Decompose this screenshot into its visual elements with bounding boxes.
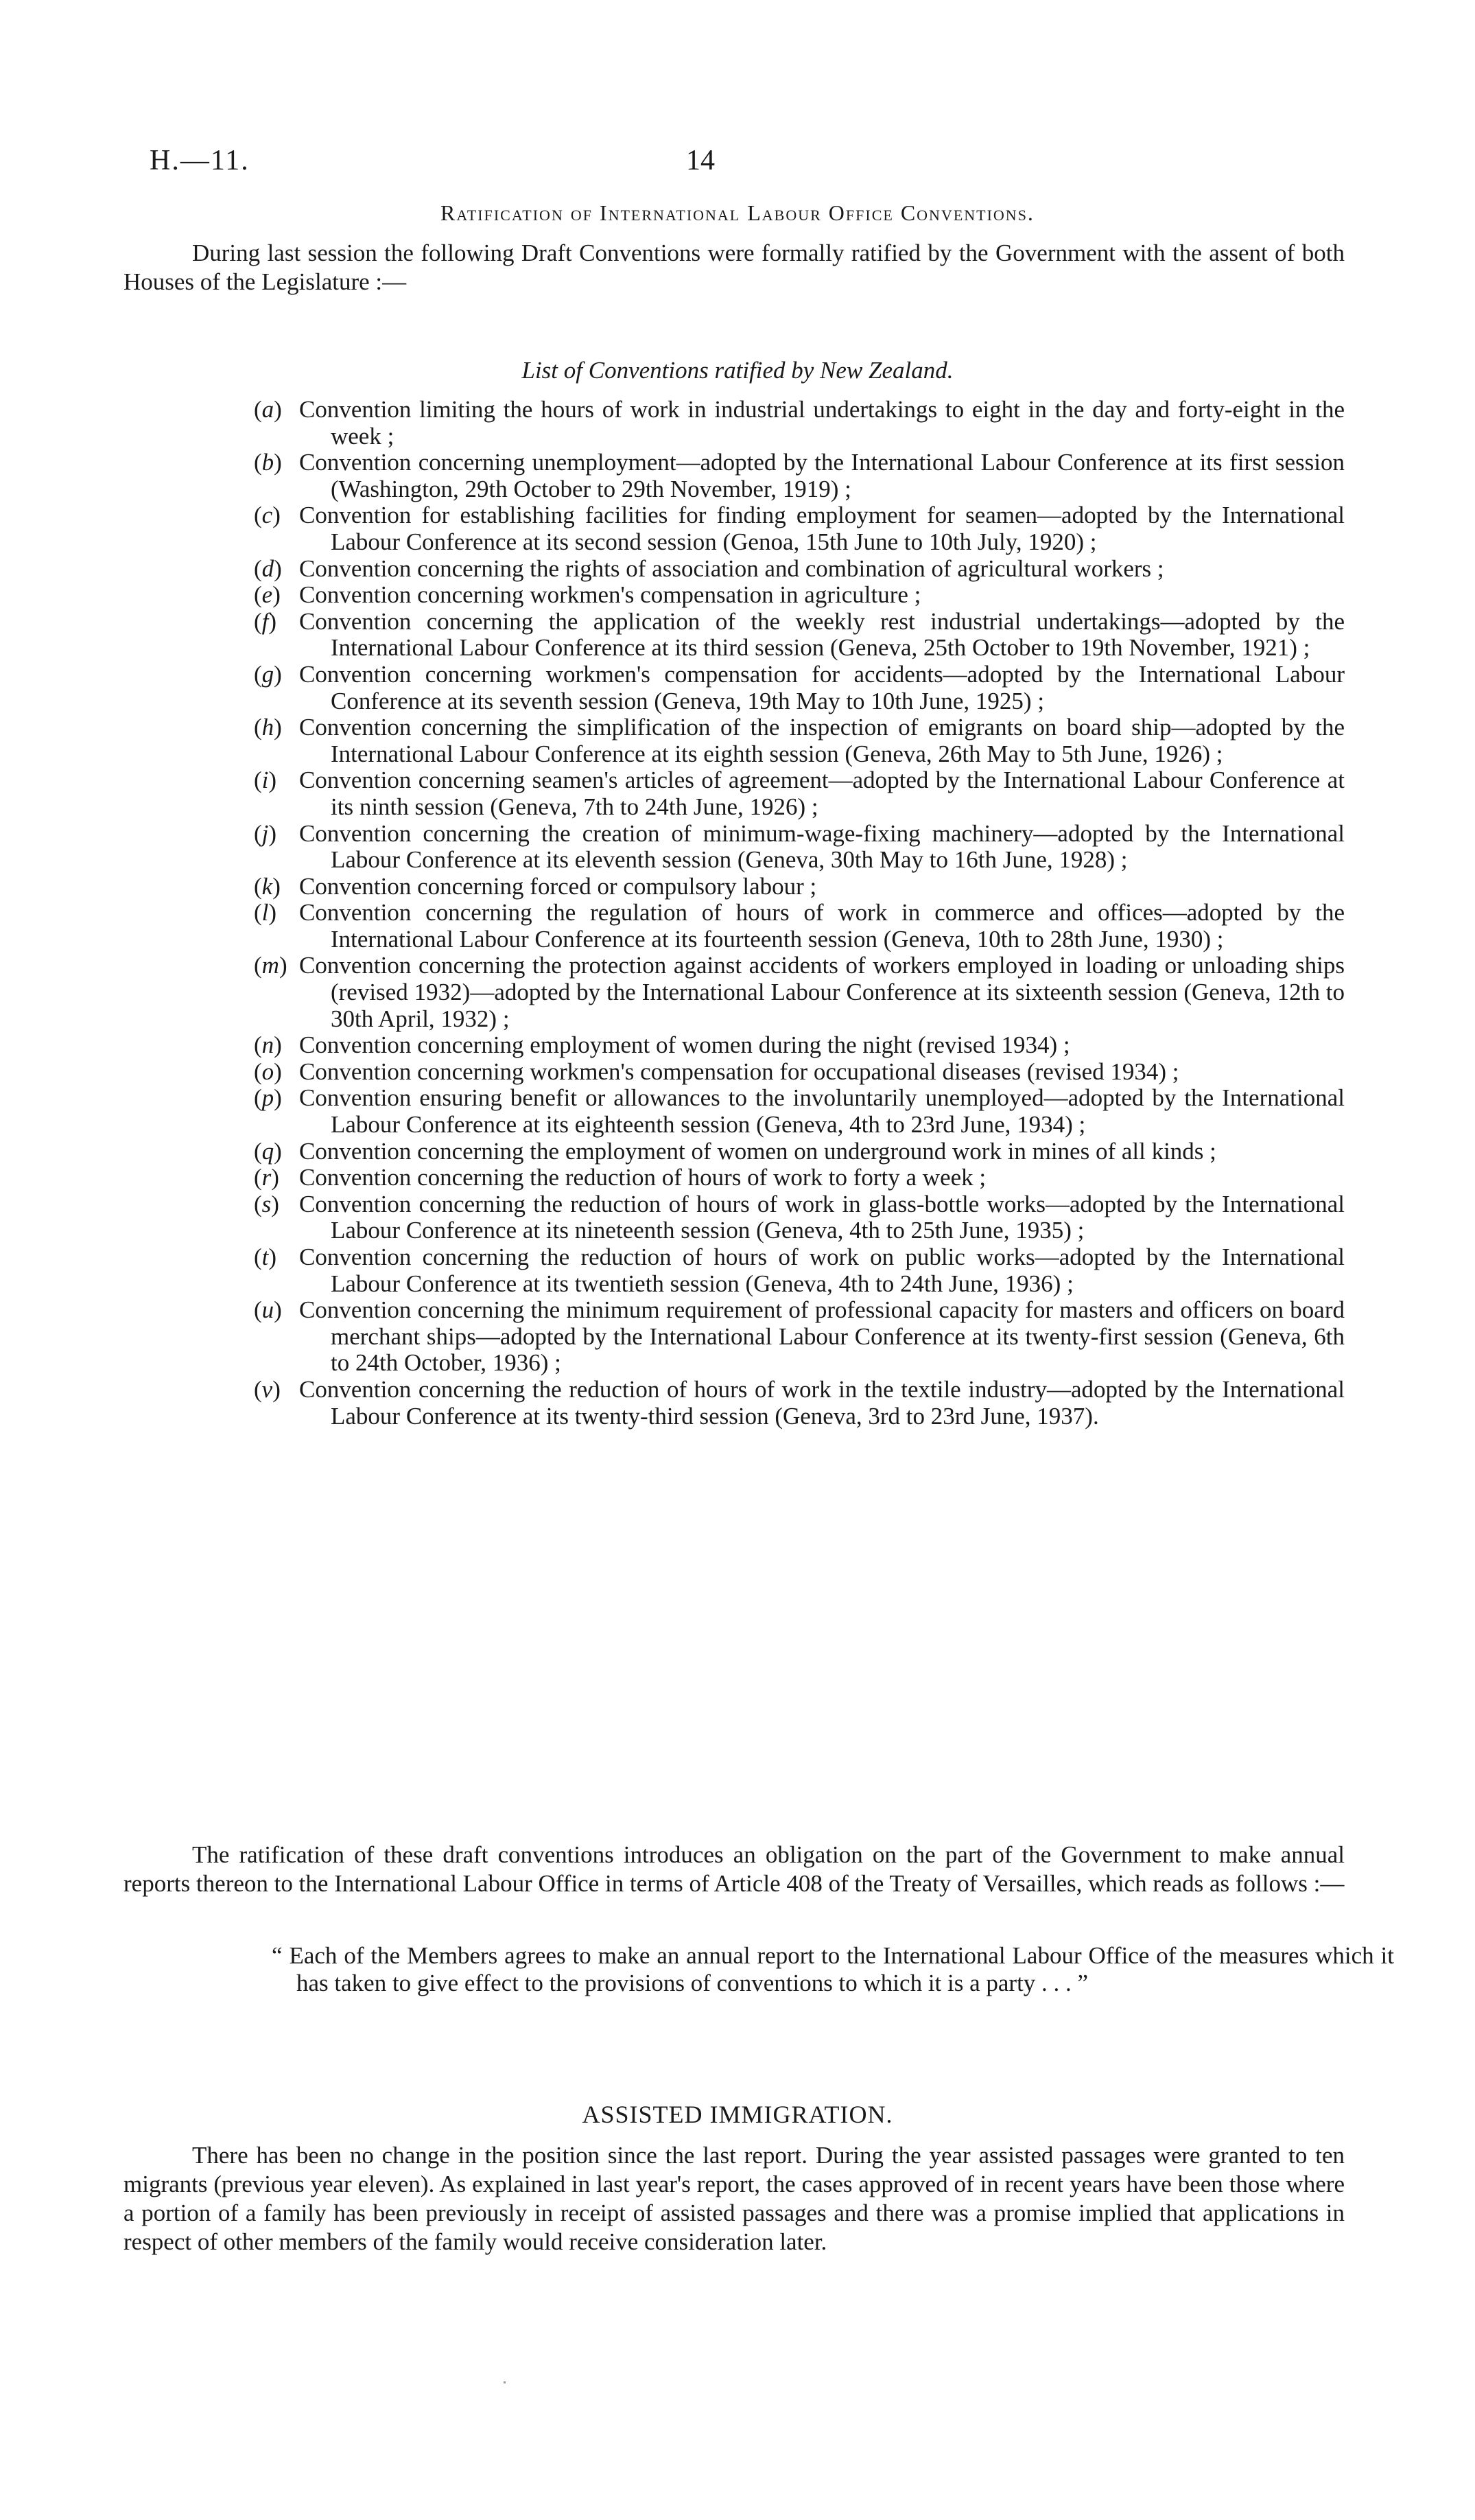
treaty-quote: “ Each of the Members agrees to make an annual report to the International Labour Office of the measures which it has taken to give effect to the provisions of conventions to which it is a party . . . ” <box>272 1942 1394 1996</box>
convention-text: Convention for establishing facilities for finding employment for seamen—adopted by the International Labour Conference at its second session (Genoa, 15th June to 10th July, 1920) ; <box>299 502 1345 555</box>
convention-marker: (e) <box>254 581 281 609</box>
convention-text: Convention concerning workmen's compensation for occupational diseases (revised 1934) ; <box>299 1058 1179 1085</box>
convention-letter: o <box>261 1058 274 1085</box>
convention-text: Convention concerning employment of women during the night (revised 1934) ; <box>299 1031 1070 1059</box>
convention-item <box>206 556 1345 583</box>
convention-letter: b <box>261 449 274 476</box>
convention-letter: p <box>261 1084 274 1112</box>
convention-marker: (t) <box>254 1244 277 1270</box>
convention-text: Convention concerning the reduction of hours of work in glass-bottle works—adopted by the International Labour Conference at its nineteenth session (Geneva, 4th to 25th June, 1935) ; <box>299 1190 1345 1244</box>
convention-marker: (h) <box>254 714 282 741</box>
assisted-immigration-body: There has been no change in the position since the last report. During the year assisted passages were granted to ten migrants (previous year eleven). As explained in last year's report, the cases approved of in recent years have been those where a portion of a family has been previously in receipt of assisted passages and there was a promise implied that applications in respect of other members of the family would receive consideration later. <box>123 2142 1345 2255</box>
convention-letter: v <box>261 1375 273 1403</box>
convention-letter: n <box>261 1031 274 1059</box>
convention-marker: (j) <box>254 819 277 847</box>
convention-letter: l <box>261 899 269 926</box>
convention-letter: s <box>261 1190 272 1217</box>
convention-text: Convention concerning the rights of association and combination of agricultural workers ; <box>299 555 1164 582</box>
convention-text: Convention concerning workmen's compensation for accidents—adopted by the International Labour Conference at its seventh session (Geneva, 19th May to 10th June, 1925) ; <box>299 660 1345 714</box>
convention-item <box>206 1032 1345 1059</box>
convention-text: Convention limiting the hours of work in industrial undertakings to eight in the day and forty-eight in the week ; <box>299 396 1345 450</box>
convention-marker: (o) <box>254 1058 282 1085</box>
page-speck <box>504 2381 506 2383</box>
convention-item <box>206 662 1345 714</box>
convention-marker: (c) <box>254 502 281 529</box>
convention-text: Convention concerning the reduction of hours of work to forty a week ; <box>299 1164 987 1191</box>
convention-marker: (u) <box>254 1296 282 1324</box>
convention-text: Convention concerning the application of the weekly rest industrial undertakings—adopted by the International Labour Conference at its third session (Geneva, 25th October to 19th November, 1921) ; <box>299 607 1345 662</box>
convention-item <box>206 874 1345 900</box>
convention-text: Convention ensuring benefit or allowances to the involuntarily unemployed—adopted by the International Labour Conference at its eighteenth session (Geneva, 4th to 23rd June, 1934) ; <box>299 1084 1345 1139</box>
convention-letter: g <box>261 660 274 688</box>
convention-marker: (v) <box>254 1375 281 1403</box>
convention-letter: u <box>261 1296 274 1324</box>
convention-text: Convention concerning workmen's compensation in agriculture ; <box>299 581 921 609</box>
convention-letter: c <box>261 502 273 529</box>
convention-text: Convention concerning the minimum requirement of professional capacity for masters and officers on board merchant ships—adopted by the International Labour Conference at its twenty-first session (Geneva, 6th to 24th October, 1936) ; <box>299 1296 1345 1377</box>
convention-item <box>206 900 1345 953</box>
convention-item <box>206 609 1345 662</box>
ratification-heading: Ratification of International Labour Office Conventions. <box>440 200 1035 225</box>
convention-text: Convention concerning forced or compulsory labour ; <box>299 872 817 900</box>
convention-letter: d <box>261 555 274 582</box>
convention-text: Convention concerning the creation of minimum-wage-fixing machinery—adopted by the International Labour Conference at its eleventh session (Geneva, 30th May to 16th June, 1928) ; <box>299 819 1345 874</box>
convention-letter: q <box>261 1137 274 1165</box>
page-number: 14 <box>686 145 715 176</box>
convention-item <box>206 1244 1345 1297</box>
convention-letter: h <box>261 714 274 741</box>
convention-marker: (i) <box>254 767 277 794</box>
convention-letter: e <box>261 581 273 609</box>
convention-marker: (q) <box>254 1137 282 1165</box>
convention-item <box>206 767 1345 820</box>
convention-marker: (n) <box>254 1031 282 1059</box>
convention-letter: a <box>261 396 274 423</box>
convention-letter: r <box>261 1164 272 1191</box>
convention-letter: j <box>261 819 269 847</box>
convention-letter: t <box>261 1244 269 1270</box>
convention-item <box>206 1297 1345 1377</box>
conventions-list <box>206 397 1345 1430</box>
convention-marker: (r) <box>254 1164 279 1191</box>
convention-marker: (m) <box>254 952 287 979</box>
convention-marker: (b) <box>254 449 282 476</box>
convention-marker: (l) <box>254 899 277 926</box>
convention-marker: (f) <box>254 607 277 635</box>
convention-item <box>206 1191 1345 1244</box>
convention-marker: (a) <box>254 396 282 423</box>
convention-text: Convention concerning the simplification of the inspection of emigrants on board ship—adopted by the International Labour Conference at its eighth session (Geneva, 26th May to 5th June, 1926) ; <box>299 714 1345 767</box>
convention-letter: f <box>261 607 269 635</box>
convention-item <box>206 397 1345 450</box>
convention-item <box>206 1377 1345 1430</box>
assisted-immigration-heading: ASSISTED IMMIGRATION. <box>582 2101 893 2128</box>
list-title: List of Conventions ratified by New Zealand. <box>521 357 954 384</box>
convention-marker: (s) <box>254 1190 279 1217</box>
convention-item <box>206 1139 1345 1165</box>
convention-letter: k <box>261 872 273 900</box>
convention-text: Convention concerning the reduction of hours of work in the textile industry—adopted by the International Labour Conference at its twenty-third session (Geneva, 3rd to 23rd June, 1937). <box>299 1375 1345 1430</box>
ratification-intro: During last session the following Draft Conventions were formally ratified by the Government with the assent of both Houses of the Legislature :— <box>123 240 1345 295</box>
convention-item <box>206 714 1345 767</box>
convention-item <box>206 582 1345 609</box>
convention-item <box>206 450 1345 502</box>
convention-marker: (d) <box>254 555 282 582</box>
convention-marker: (p) <box>254 1084 282 1112</box>
convention-letter: i <box>261 767 269 794</box>
convention-letter: m <box>261 952 279 979</box>
convention-item <box>206 1085 1345 1138</box>
page-reference: H.—11. <box>150 145 250 176</box>
convention-item <box>206 953 1345 1032</box>
convention-text: Convention concerning the employment of women on underground work in mines of all kinds ; <box>299 1137 1216 1165</box>
ratification-closing: The ratification of these draft conventions introduces an obligation on the part of the Government to make annual reports thereon to the International Labour Office in terms of Article 408 of the Treaty of Versailles, which reads as follows :— <box>123 1841 1345 1897</box>
convention-item <box>206 1059 1345 1086</box>
convention-text: Convention concerning unemployment—adopted by the International Labour Conference at its first session (Washington, 29th October to 29th November, 1919) ; <box>299 449 1345 502</box>
convention-text: Convention concerning the reduction of hours of work on public works—adopted by the International Labour Conference at its twentieth session (Geneva, 4th to 24th June, 1936) ; <box>299 1244 1345 1297</box>
convention-marker: (k) <box>254 872 281 900</box>
convention-item <box>206 502 1345 555</box>
convention-item <box>206 1165 1345 1191</box>
convention-text: Convention concerning the regulation of hours of work in commerce and offices—adopted by the International Labour Conference at its fourteenth session (Geneva, 10th to 28th June, 1930) ; <box>299 899 1345 953</box>
convention-text: Convention concerning the protection against accidents of workers employed in loading or unloading ships (revised 1932)—adopted by the International Labour Conference at its sixteenth session (Geneva, 12th to 30th April, 1932) ; <box>299 952 1345 1032</box>
convention-marker: (g) <box>254 660 282 688</box>
convention-item <box>206 821 1345 874</box>
convention-text: Convention concerning seamen's articles of agreement—adopted by the International Labour Conference at its ninth session (Geneva, 7th to 24th June, 1926) ; <box>299 767 1345 820</box>
